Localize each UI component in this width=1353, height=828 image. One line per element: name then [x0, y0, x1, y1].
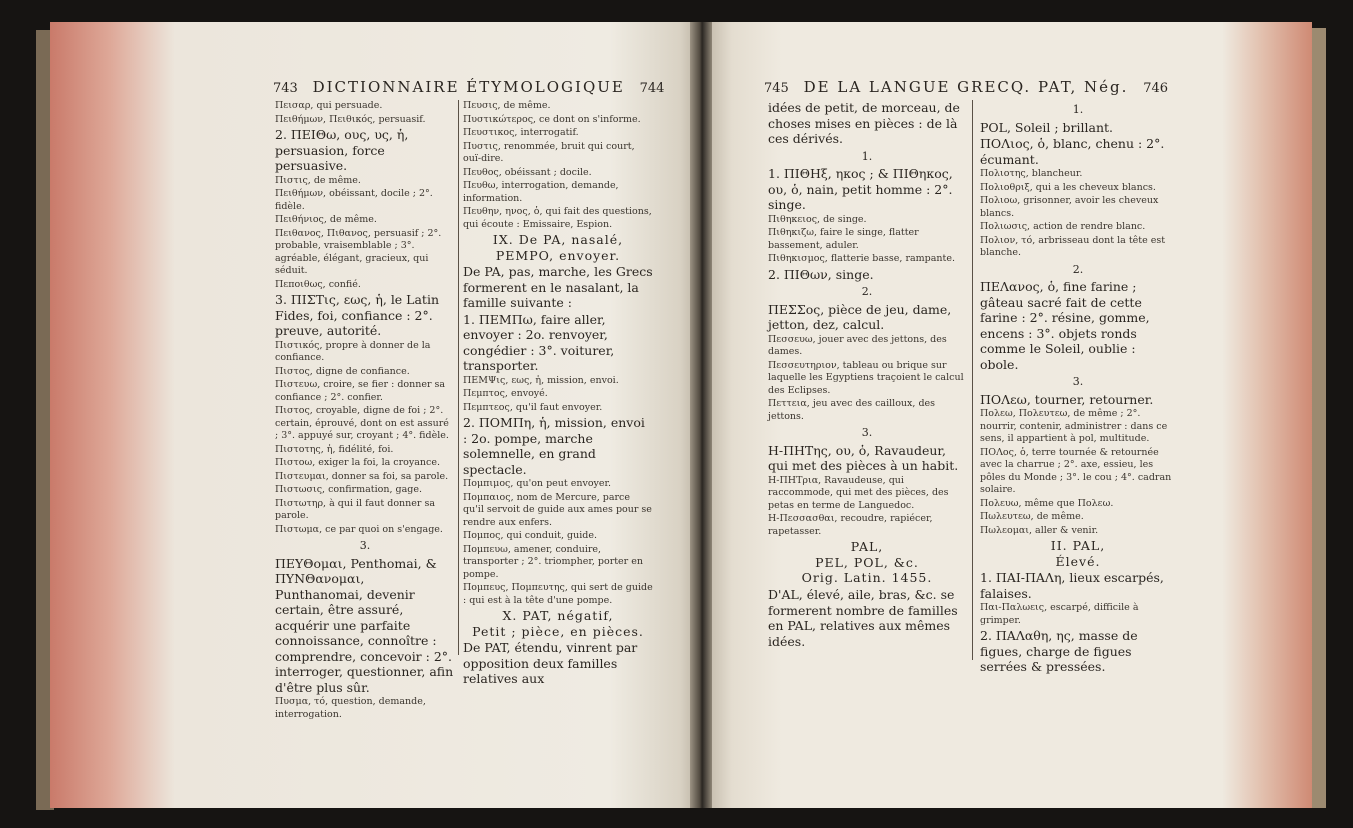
column-rule-left [458, 100, 459, 655]
entry-line: Παι-Παλωεις, escarpé, difficile à grimper. [980, 602, 1139, 626]
right-running-header [764, 78, 1168, 96]
page-number: 743 [273, 81, 298, 96]
text-column-2 [463, 100, 653, 688]
entry-line: Πολιοω, grisonner, avoir les cheveux blancs. [980, 195, 1159, 219]
entry-line: Πεμπτεος, qu'il faut envoyer. [463, 401, 603, 413]
entry-line: Πευθην, ηνος, ὁ, qui fait des questions, qui écoute : Emissaire, Espion. [463, 206, 652, 230]
entry-line: Πυστικώτερος, ce dont on s'informe. [463, 113, 641, 125]
entry-line: PEMPO, envoyer. [495, 247, 621, 263]
entry-line: PAL, [850, 539, 884, 555]
entry-line: Élevé. [1055, 553, 1101, 569]
entry-line: Πολευω, même que Πολεω. [980, 497, 1114, 509]
entry-line: ΠΟΛιος, ὁ, blanc, chenu : 2°. écumant. [980, 136, 1165, 167]
entry-line: 1. ΠΕΜΠω, faire aller, envoyer : 2o. renvoyer, congédier : 3°. voiturer, transporter. [463, 311, 615, 374]
entry-line: Πολεω, Πολευτεω, de même ; 2°. nourrir, contenir, administrer : dans ce sens, il appartient à pol, multitude. [980, 408, 1168, 445]
text-column-1 [275, 100, 455, 722]
entry-line: 1. [1072, 103, 1084, 116]
entry-line: Πευθος, obéissant ; docile. [463, 166, 592, 178]
entry-line: Πολιοτης, blancheur. [980, 168, 1083, 180]
entry-line: De PAT, étendu, vinrent par opposition deux familles relatives aux [463, 640, 638, 687]
entry-line: Πεττεια, jeu avec des cailloux, des jettons. [768, 398, 936, 422]
entry-line: Orig. Latin. 1455. [801, 570, 933, 586]
entry-line: 2. ΠΑΛαθη, ης, masse de figues, charge de figues serrées & pressées. [980, 628, 1138, 675]
entry-line: Πιστος, digne de confiance. [275, 365, 410, 377]
entry-line: 1. ΠΙΘΗξ, ηκος ; & ΠΙΘηκος, ου, ὁ, nain, petit homme : 2°. singe. [768, 166, 953, 213]
entry-line: 2. [1072, 262, 1084, 276]
page-number: 746 [1143, 81, 1169, 96]
entry-line: ΠΕΣΣος, pièce de jeu, dame, jetton, dez, calcul. [768, 301, 952, 333]
entry-line: II. PAL, [1050, 538, 1106, 554]
entry-line: ΠΕΥΘομαι, Penthomai, & ΠΥΝΘανομαι, Punthanomai, devenir certain, être assuré, acquérir une parfaite connoissance, connoître : comprendre, concevoir : 2°. interroger, questionner, afin d'être plus sûr. [275, 555, 454, 695]
entry-line: Πιστωτηρ, à qui il faut donner sa parole. [275, 497, 436, 521]
entry-line: Η-Πεσσασθαι, recoudre, rapiécer, rapetasser. [768, 513, 933, 537]
left-running-header [273, 78, 664, 96]
entry-line: Πιστοτης, ἡ, fidélité, foi. [275, 443, 394, 455]
entry-line: Η-ΠΗΤρια, Ravaudeuse, qui raccommode, qui met des pièces, des petas en terme de Languedoc. [768, 474, 949, 511]
entry-line: Πιθηκειος, de singe. [768, 213, 867, 225]
entry-line: ΠΟΛος, ὁ, terre tournée & retournée avec la charrue ; 2°. axe, essieu, les pôles du Monde ; 3°. le cou ; 4°. cadran solaire. [980, 446, 1172, 496]
entry-line: Πειθήμων, obéissant, docile ; 2°. fidèle. [275, 188, 433, 212]
entry-line: 3. [359, 539, 371, 552]
entry-line: 2. ΠΟΜΠη, ἡ, mission, envoi : 2o. pompe, marche solemnelle, en grand spectacle. [463, 415, 645, 477]
entry-line: Πωλεομαι, aller & venir. [980, 524, 1099, 536]
entry-line: 3. ΠΙΣΤις, εως, ἡ, le Latin Fides, foi, confiance : 2°. preuve, autorité. [275, 292, 440, 338]
entry-line: Πυστις, renommée, bruit qui court, ouï-dire. [463, 140, 635, 164]
entry-line: Πειθήμων, Πειθικός, persuasif. [275, 113, 426, 125]
entry-line: Πιστικός, propre à donner de la confiance. [275, 339, 431, 363]
entry-line: ΠΕΜΨις, εως, ἡ, mission, envoi. [463, 374, 619, 386]
entry-line: Πιστωσις, confirmation, gage. [275, 484, 422, 495]
entry-line: Πομπαιος, nom de Mercure, parce qu'il servoit de guide aux ames pour se rendre aux enfers. [463, 491, 652, 528]
entry-line: Πιστευμαι, donner sa foi, sa parole. [275, 470, 449, 482]
entry-line: 2. [861, 285, 873, 299]
entry-line: 1. [861, 149, 873, 163]
column-rule-right [972, 100, 973, 660]
entry-line: Πολιον, τό, arbrisseau dont la tête est blanche. [980, 234, 1166, 259]
entry-line: ΠΕΛανος, ὁ, fine farine ; gâteau sacré fait de cette farine : 2°. résine, gomme, encens : 3°. objets ronds comme le Soleil, oublie : obole. [980, 279, 1150, 372]
entry-line: 2. ΠΙΘων, singe. [768, 266, 874, 282]
entry-line: Πειθανος, Πιθανος, persuasif ; 2°. probable, vraisemblable ; 3°. agréable, élégant, gracieux, qui séduit. [275, 227, 442, 276]
entry-line: Πωλευτεω, de même. [980, 511, 1084, 523]
entry-line: Πειθήνιος, de même. [275, 214, 377, 225]
entry-line: Πεισαρ, qui persuade. [275, 100, 383, 111]
entry-line: IX. De PA, nasalé, [492, 232, 624, 247]
entry-line: 2. ΠΕΙΘω, ους, υς, ἡ, persuasion, force persuasive. [275, 127, 409, 173]
entry-line: 3. [861, 426, 873, 440]
entry-line: PEL, POL, &c. [815, 554, 919, 570]
entry-line: ΠΟΛεω, tourner, retourner. [980, 391, 1154, 407]
entry-line: Πευθω, interrogation, demande, information. [463, 180, 619, 204]
entry-line: Πεσσευω, jouer avec des jettons, des dames. [768, 333, 947, 358]
book-cover-right-edge [1310, 28, 1326, 808]
entry-line: Πολιωσις, action de rendre blanc. [980, 221, 1146, 233]
entry-line: Πεσσευτηριον, tableau ou brique sur laquelle les Egyptiens traçoient le calcul des Eclipses. [768, 359, 964, 396]
book-gutter [690, 22, 712, 808]
entry-line: X. PAT, négatif, [502, 608, 614, 624]
entry-line: Πιστος, croyable, digne de foi ; 2°. certain, éprouvé, dont on est assuré ; 3°. appuyé sur, croyant ; 4°. fidèle. [275, 405, 449, 441]
entry-line: Πολιοθριξ, qui a les cheveux blancs. [980, 181, 1156, 193]
entry-line: POL, Soleil ; brillant. [980, 119, 1114, 135]
entry-line: Πυσμα, τό, question, demande, interrogation. [275, 696, 426, 720]
entry-line: D'AL, élevé, aile, bras, &c. se formerent nombre de familles en PAL, relatives aux mêmes idées. [768, 587, 958, 649]
entry-line: 3. [1072, 375, 1084, 389]
page-number: 745 [764, 81, 789, 96]
page-number: 744 [639, 81, 665, 96]
entry-line: Πευστικος, interrogatif. [463, 127, 579, 138]
text-column-3 [768, 100, 966, 650]
entry-line: Πομπευς, Πομπευτης, qui sert de guide : qui est à la tête d'une pompe. [463, 582, 653, 606]
entry-line: Πεποιθως, confié. [275, 278, 361, 290]
entry-line: Πομπευω, amener, conduire, transporter ; 2°. triompher, porter en pompe. [463, 543, 643, 580]
entry-line: Πομπιμος, qu'on peut envoyer. [463, 478, 612, 490]
entry-line: Πιστις, de même. [275, 174, 361, 186]
entry-line: Πιθηκιζω, faire le singe, flatter bassement, aduler. [768, 227, 919, 251]
entry-line: Πεμπτος, envoyé. [463, 388, 548, 400]
entry-line: Η-ΠΗΤης, ου, ὁ, Ravaudeur, qui met des pièces à un habit. [768, 442, 959, 474]
text-column-4 [980, 100, 1176, 676]
entry-line: Πιστοω, exiger la foi, la croyance. [275, 457, 440, 468]
entry-line: idées de petit, de morceau, de choses mises en pièces : de là ces dérivés. [768, 100, 960, 146]
running-title: DE LA LANGUE GRECQ. PAT, Nég. [803, 78, 1129, 96]
entry-line: Πιστευω, croire, se fier : donner sa confiance ; 2°. confier. [275, 379, 446, 403]
entry-line: Πευσις, de même. [463, 100, 551, 111]
entry-line: Πιθηκισμος, flatterie basse, rampante. [768, 253, 955, 265]
entry-line: Πιστωμα, ce par quoi on s'engage. [275, 523, 443, 535]
running-title: DICTIONNAIRE ÉTYMOLOGIQUE [312, 78, 625, 96]
entry-line: Petit ; pièce, en pièces. [472, 623, 644, 639]
entry-line: De PA, pas, marche, les Grecs formerent en le nasalant, la famille suivante : [463, 264, 653, 311]
entry-line: Πομπος, qui conduit, guide. [463, 530, 597, 542]
entry-line: 1. ΠΑΙ-ΠΑΛη, lieux escarpés, falaises. [980, 570, 1164, 601]
